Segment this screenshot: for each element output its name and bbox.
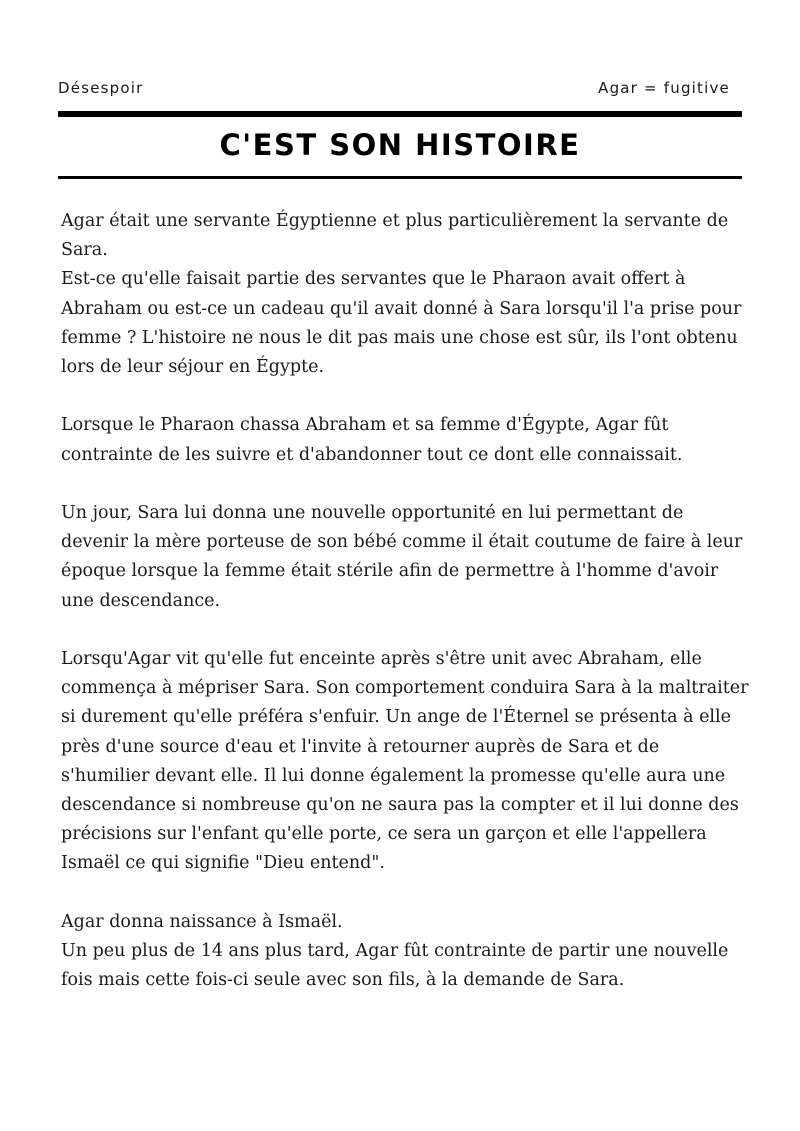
top-divider bbox=[58, 111, 742, 117]
paragraph-line: Agar donna naissance à Ismaël. bbox=[61, 911, 343, 932]
page-title: C'EST SON HISTOIRE bbox=[219, 128, 581, 162]
paragraph bbox=[61, 207, 751, 382]
paragraph-line: Agar était une servante Égyptienne et plus particulièrement la servante de Sara. bbox=[61, 211, 729, 261]
paragraph-line: Un peu plus de 14 ans plus tard, Agar fût contrainte de partir une nouvelle fois mais cette fois-ci seule avec son fils, à la demande de Sara. bbox=[61, 941, 729, 991]
paragraph bbox=[61, 645, 751, 879]
paragraph-line: Lorsque le Pharaon chassa Abraham et sa femme d'Égypte, Agar fût contrainte de les suivre et d'abandonner tout ce dont elle connaissait. bbox=[61, 415, 683, 465]
title-divider bbox=[58, 176, 742, 179]
header-left-label: Désespoir bbox=[58, 79, 144, 97]
paragraph-line: Lorsqu'Agar vit qu'elle fut enceinte après s'être unit avec Abraham, elle commença à mépriser Sara. Son comportement conduira Sara à la maltraiter si durement qu'elle préféra s'enfuir. Un ange de l'Éternel se présenta à elle près d'une source d'eau et l'invite à retourner auprès de Sara et de s'humilier devant elle. Il lui donne également la promesse qu'elle aura une descendance si nombreuse qu'on ne saura pas la compter et il lui donne des précisions sur l'enfant qu'elle porte, ce sera un garçon et elle l'appellera Ismaël ce qui signifie "Dieu entend". bbox=[61, 649, 749, 874]
paragraph bbox=[61, 411, 751, 469]
paragraph bbox=[61, 908, 751, 996]
article-body bbox=[61, 207, 751, 1025]
paragraph-line: Est-ce qu'elle faisait partie des servantes que le Pharaon avait offert à Abraham ou est-ce un cadeau qu'il avait donné à Sara lorsqu'il l'a prise pour femme ? L'histoire ne nous le dit pas mais une chose est sûr, ils l'ont obtenu lors de leur séjour en Égypte. bbox=[61, 269, 742, 378]
paragraph-line: Un jour, Sara lui donna une nouvelle opportunité en lui permettant de devenir la mère porteuse de son bébé comme il était coutume de faire à leur époque lorsque la femme était stérile afin de permettre à l'homme d'avoir une descendance. bbox=[61, 503, 743, 611]
paragraph bbox=[61, 499, 751, 616]
header-right-label: Agar = fugitive bbox=[598, 79, 730, 97]
